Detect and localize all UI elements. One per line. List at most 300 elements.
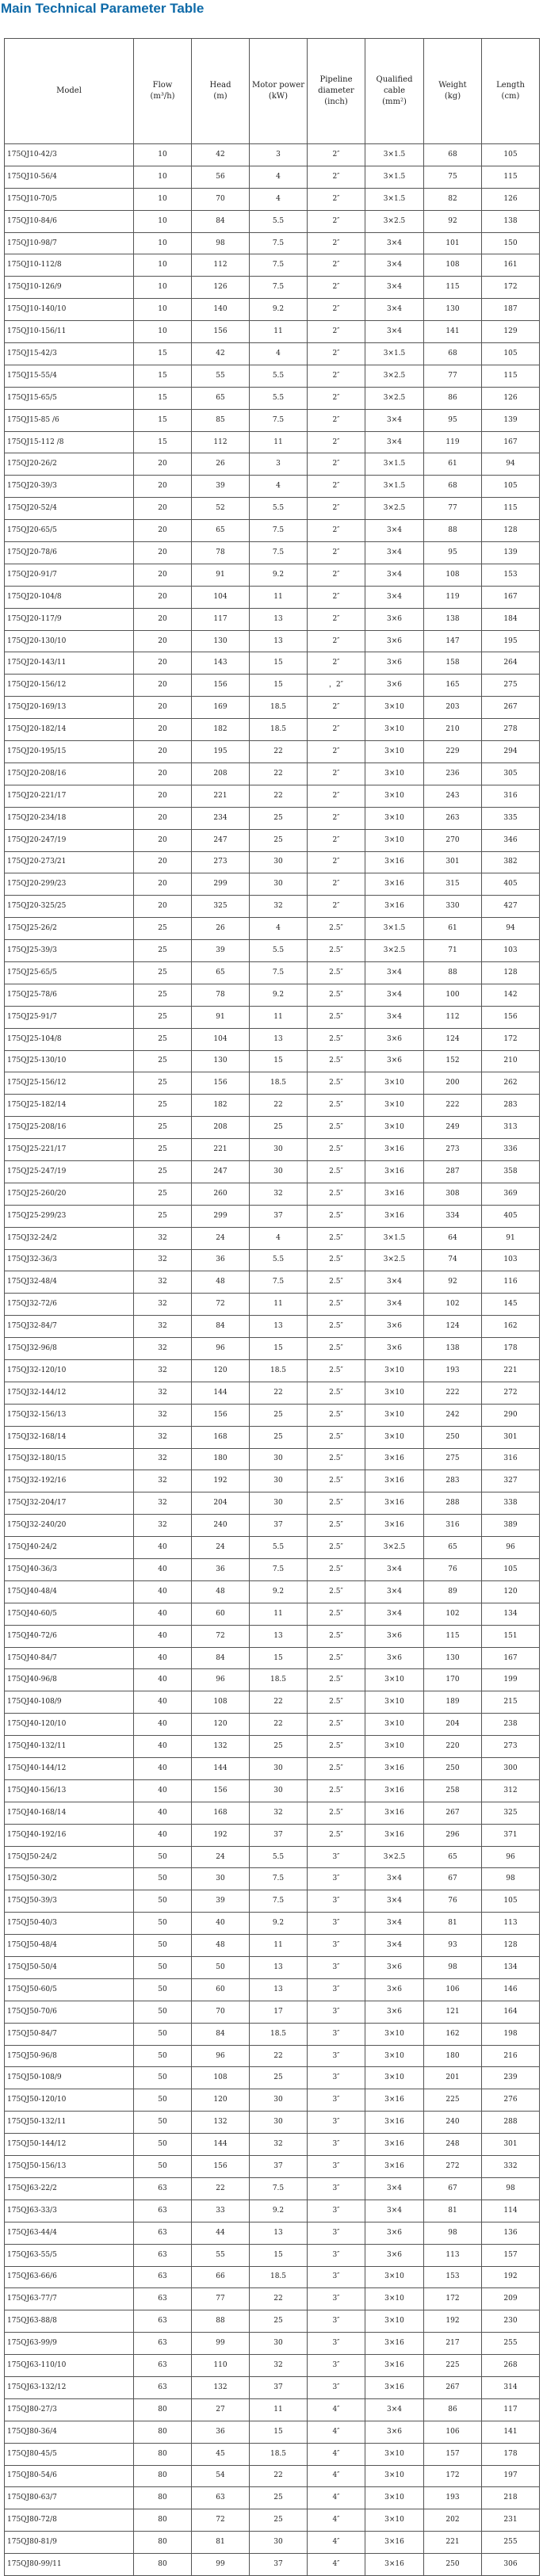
cell-model: 175QJ32-168/14: [5, 1426, 134, 1448]
cell-flow: 10: [134, 188, 192, 210]
table-row: [5, 1603, 540, 1625]
cell-length: 382: [482, 851, 540, 873]
cell-motor-power: 15: [250, 1050, 308, 1072]
cell-cable: 3×1.5: [365, 476, 424, 498]
cell-weight: 200: [424, 1072, 482, 1095]
table-row: [5, 1736, 540, 1758]
cell-pipeline-diameter: 2.5″: [308, 1205, 365, 1227]
table-row: [5, 409, 540, 431]
table-row: [5, 785, 540, 807]
cell-pipeline-diameter: 3″: [308, 1978, 365, 2001]
cell-flow: 32: [134, 1492, 192, 1515]
cell-length: 172: [482, 277, 540, 299]
cell-weight: 301: [424, 851, 482, 873]
cell-weight: 124: [424, 1028, 482, 1050]
cell-motor-power: 25: [250, 1117, 308, 1139]
cell-model: 175QJ50-156/13: [5, 2156, 134, 2178]
cell-length: 105: [482, 144, 540, 166]
header-length: [482, 39, 540, 144]
cell-model: 175QJ63-99/9: [5, 2333, 134, 2355]
cell-flow: 32: [134, 1249, 192, 1271]
cell-cable: 3×6: [365, 652, 424, 675]
cell-flow: 40: [134, 1714, 192, 1736]
cell-cable: 3×6: [365, 1028, 424, 1050]
cell-pipeline-diameter: ，2″: [308, 675, 365, 697]
cell-pipeline-diameter: 2.5″: [308, 1580, 365, 1603]
cell-pipeline-diameter: 2.5″: [308, 1625, 365, 1647]
cell-pipeline-diameter: 2″: [308, 762, 365, 785]
table-row: [5, 476, 540, 498]
cell-length: 231: [482, 2509, 540, 2532]
cell-length: 128: [482, 1935, 540, 1957]
cell-head: 72: [192, 1625, 250, 1647]
cell-pipeline-diameter: 2″: [308, 277, 365, 299]
cell-pipeline-diameter: 2″: [308, 166, 365, 188]
table-row: [5, 254, 540, 277]
cell-model: 175QJ50-96/8: [5, 2045, 134, 2067]
cell-length: 187: [482, 299, 540, 321]
cell-model: 175QJ20-234/18: [5, 807, 134, 829]
cell-head: 33: [192, 2200, 250, 2222]
cell-head: 55: [192, 365, 250, 387]
cell-flow: 63: [134, 2244, 192, 2266]
cell-weight: 249: [424, 1117, 482, 1139]
cell-motor-power: 7.5: [250, 1868, 308, 1890]
table-row: [5, 961, 540, 984]
cell-length: 134: [482, 1957, 540, 1979]
cell-weight: 108: [424, 564, 482, 586]
cell-head: 247: [192, 1160, 250, 1183]
cell-weight: 158: [424, 652, 482, 675]
table-row: [5, 2001, 540, 2023]
cell-length: 272: [482, 1382, 540, 1404]
cell-length: 161: [482, 254, 540, 277]
cell-head: 130: [192, 630, 250, 652]
cell-weight: 112: [424, 1006, 482, 1028]
cell-length: 300: [482, 1758, 540, 1780]
table-row: [5, 2421, 540, 2443]
cell-length: 178: [482, 1338, 540, 1360]
cell-flow: 50: [134, 2067, 192, 2089]
cell-length: 146: [482, 1978, 540, 2001]
cell-model: 175QJ32-144/12: [5, 1382, 134, 1404]
cell-head: 168: [192, 1426, 250, 1448]
cell-head: 260: [192, 1183, 250, 1205]
table-row: [5, 608, 540, 630]
cell-model: 175QJ10-84/6: [5, 210, 134, 232]
cell-pipeline-diameter: 2.5″: [308, 1426, 365, 1448]
cell-model: 175QJ20-39/3: [5, 476, 134, 498]
cell-cable: 3×16: [365, 1779, 424, 1802]
cell-weight: 119: [424, 431, 482, 453]
cell-flow: 63: [134, 2177, 192, 2200]
cell-flow: 20: [134, 586, 192, 608]
cell-pipeline-diameter: 3″: [308, 1957, 365, 1979]
table-row: [5, 2244, 540, 2266]
table-row: [5, 2509, 540, 2532]
cell-model: 175QJ80-81/9: [5, 2532, 134, 2554]
cell-head: 140: [192, 299, 250, 321]
cell-length: 105: [482, 1890, 540, 1913]
cell-pipeline-diameter: 2″: [308, 896, 365, 918]
cell-pipeline-diameter: 4″: [308, 2443, 365, 2465]
cell-length: 139: [482, 542, 540, 564]
cell-length: 301: [482, 1426, 540, 1448]
cell-motor-power: 5.5: [250, 210, 308, 232]
cell-flow: 32: [134, 1227, 192, 1249]
cell-flow: 25: [134, 1139, 192, 1161]
cell-motor-power: 37: [250, 2376, 308, 2398]
cell-model: 175QJ50-60/5: [5, 1978, 134, 2001]
cell-motor-power: 7.5: [250, 409, 308, 431]
table-row: [5, 762, 540, 785]
cell-model: 175QJ25-91/7: [5, 1006, 134, 1028]
cell-weight: 243: [424, 785, 482, 807]
cell-motor-power: 11: [250, 2398, 308, 2421]
cell-cable: 3×6: [365, 630, 424, 652]
cell-cable: 3×10: [365, 697, 424, 719]
cell-pipeline-diameter: 2″: [308, 254, 365, 277]
cell-model: 175QJ20-169/13: [5, 697, 134, 719]
cell-model: 175QJ25-156/12: [5, 1072, 134, 1095]
cell-pipeline-diameter: 3″: [308, 2266, 365, 2288]
cell-head: 70: [192, 188, 250, 210]
cell-length: 215: [482, 1691, 540, 1714]
cell-model: 175QJ32-48/4: [5, 1271, 134, 1294]
cell-head: 39: [192, 940, 250, 962]
cell-head: 40: [192, 1913, 250, 1935]
cell-cable: 3×10: [365, 1382, 424, 1404]
cell-flow: 15: [134, 409, 192, 431]
cell-head: 144: [192, 1382, 250, 1404]
cell-head: 84: [192, 1316, 250, 1338]
table-row: [5, 431, 540, 453]
cell-motor-power: 13: [250, 1978, 308, 2001]
cell-motor-power: 30: [250, 1160, 308, 1183]
cell-weight: 76: [424, 1890, 482, 1913]
cell-cable: 3×16: [365, 896, 424, 918]
cell-motor-power: 22: [250, 1382, 308, 1404]
cell-flow: 10: [134, 321, 192, 343]
cell-weight: 141: [424, 321, 482, 343]
cell-pipeline-diameter: 3″: [308, 1913, 365, 1935]
cell-weight: 88: [424, 520, 482, 542]
cell-model: 175QJ40-84/7: [5, 1647, 134, 1669]
cell-head: 195: [192, 741, 250, 763]
cell-cable: 3×1.5: [365, 1227, 424, 1249]
cell-flow: 20: [134, 453, 192, 476]
cell-head: 45: [192, 2443, 250, 2465]
cell-flow: 40: [134, 1824, 192, 1846]
cell-head: 48: [192, 1271, 250, 1294]
table-row: [5, 1382, 540, 1404]
cell-flow: 20: [134, 741, 192, 763]
cell-pipeline-diameter: 4″: [308, 2532, 365, 2554]
cell-motor-power: 22: [250, 1095, 308, 1117]
cell-weight: 138: [424, 608, 482, 630]
cell-length: 197: [482, 2465, 540, 2487]
cell-cable: 3×10: [365, 2487, 424, 2509]
header-unit: (m³/h): [150, 92, 175, 101]
cell-pipeline-diameter: 2″: [308, 144, 365, 166]
cell-motor-power: 15: [250, 2421, 308, 2443]
cell-head: 126: [192, 277, 250, 299]
cell-model: 175QJ20-78/6: [5, 542, 134, 564]
cell-length: 98: [482, 1868, 540, 1890]
table-row: [5, 675, 540, 697]
table-body: [5, 144, 540, 2576]
cell-weight: 222: [424, 1382, 482, 1404]
cell-cable: 3×10: [365, 2023, 424, 2045]
cell-model: 175QJ20-221/17: [5, 785, 134, 807]
cell-length: 145: [482, 1294, 540, 1316]
cell-cable: 3×1.5: [365, 166, 424, 188]
cell-flow: 40: [134, 1802, 192, 1824]
cell-motor-power: 25: [250, 2310, 308, 2333]
cell-length: 210: [482, 1050, 540, 1072]
cell-model: 175QJ20-143/11: [5, 652, 134, 675]
cell-head: 52: [192, 498, 250, 520]
cell-flow: 32: [134, 1316, 192, 1338]
table-row: [5, 1139, 540, 1161]
cell-weight: 189: [424, 1691, 482, 1714]
table-row: [5, 1249, 540, 1271]
cell-pipeline-diameter: 2.5″: [308, 1691, 365, 1714]
cell-flow: 40: [134, 1736, 192, 1758]
cell-length: 405: [482, 873, 540, 896]
cell-model: 175QJ40-144/12: [5, 1758, 134, 1780]
cell-model: 175QJ63-88/8: [5, 2310, 134, 2333]
cell-model: 175QJ80-36/4: [5, 2421, 134, 2443]
cell-motor-power: 22: [250, 1714, 308, 1736]
cell-pipeline-diameter: 4″: [308, 2509, 365, 2532]
cell-length: 105: [482, 476, 540, 498]
cell-head: 81: [192, 2532, 250, 2554]
cell-length: 427: [482, 896, 540, 918]
cell-weight: 77: [424, 365, 482, 387]
cell-motor-power: 18.5: [250, 2443, 308, 2465]
cell-motor-power: 7.5: [250, 1271, 308, 1294]
cell-length: 167: [482, 586, 540, 608]
cell-length: 128: [482, 520, 540, 542]
cell-model: 175QJ50-132/11: [5, 2112, 134, 2134]
table-row: [5, 343, 540, 365]
table-row: [5, 2089, 540, 2112]
cell-head: 132: [192, 1736, 250, 1758]
table-row: [5, 321, 540, 343]
cell-pipeline-diameter: 3″: [308, 2067, 365, 2089]
cell-pipeline-diameter: 2″: [308, 188, 365, 210]
cell-pipeline-diameter: 2″: [308, 697, 365, 719]
cell-model: 175QJ63-22/2: [5, 2177, 134, 2200]
cell-flow: 10: [134, 277, 192, 299]
cell-flow: 25: [134, 918, 192, 940]
table-row: [5, 277, 540, 299]
cell-motor-power: 13: [250, 2222, 308, 2244]
cell-motor-power: 11: [250, 431, 308, 453]
table-row: [5, 387, 540, 409]
cell-length: 325: [482, 1802, 540, 1824]
cell-flow: 63: [134, 2355, 192, 2377]
cell-model: 175QJ80-99/11: [5, 2554, 134, 2576]
cell-flow: 20: [134, 762, 192, 785]
table-row: [5, 2134, 540, 2156]
cell-model: 175QJ20-91/7: [5, 564, 134, 586]
cell-flow: 20: [134, 542, 192, 564]
cell-motor-power: 7.5: [250, 961, 308, 984]
cell-cable: 3×10: [365, 1669, 424, 1691]
cell-flow: 15: [134, 365, 192, 387]
cell-flow: 25: [134, 984, 192, 1006]
cell-pipeline-diameter: 3″: [308, 2177, 365, 2200]
cell-head: 88: [192, 2310, 250, 2333]
cell-weight: 92: [424, 1271, 482, 1294]
cell-weight: 315: [424, 873, 482, 896]
table-row: [5, 1492, 540, 1515]
cell-length: 172: [482, 1028, 540, 1050]
cell-model: 175QJ20-26/2: [5, 453, 134, 476]
table-row: [5, 1271, 540, 1294]
cell-flow: 63: [134, 2376, 192, 2398]
cell-cable: 3×4: [365, 321, 424, 343]
cell-motor-power: 13: [250, 608, 308, 630]
cell-flow: 20: [134, 630, 192, 652]
table-row: [5, 2465, 540, 2487]
cell-cable: 3×6: [365, 675, 424, 697]
cell-head: 84: [192, 210, 250, 232]
table-row: [5, 741, 540, 763]
cell-model: 175QJ20-208/16: [5, 762, 134, 785]
cell-cable: 3×16: [365, 1515, 424, 1537]
cell-length: 126: [482, 387, 540, 409]
cell-length: 305: [482, 762, 540, 785]
cell-head: 117: [192, 608, 250, 630]
cell-weight: 193: [424, 2487, 482, 2509]
cell-pipeline-diameter: 3″: [308, 2156, 365, 2178]
cell-model: 175QJ63-66/6: [5, 2266, 134, 2288]
cell-model: 175QJ40-24/2: [5, 1537, 134, 1559]
cell-cable: 3×16: [365, 1470, 424, 1492]
cell-flow: 25: [134, 1028, 192, 1050]
cell-flow: 63: [134, 2222, 192, 2244]
cell-length: 283: [482, 1095, 540, 1117]
cell-motor-power: 37: [250, 1824, 308, 1846]
header-label: Weight: [438, 81, 467, 90]
cell-model: 175QJ20-182/14: [5, 719, 134, 741]
cell-weight: 64: [424, 1227, 482, 1249]
cell-motor-power: 4: [250, 476, 308, 498]
cell-motor-power: 4: [250, 918, 308, 940]
cell-flow: 25: [134, 1050, 192, 1072]
header-pipeline-diameter: [308, 39, 365, 144]
cell-motor-power: 22: [250, 2288, 308, 2310]
cell-flow: 15: [134, 431, 192, 453]
cell-flow: 25: [134, 1006, 192, 1028]
cell-weight: 236: [424, 762, 482, 785]
cell-weight: 250: [424, 1426, 482, 1448]
cell-model: 175QJ20-52/4: [5, 498, 134, 520]
cell-pipeline-diameter: 3″: [308, 2288, 365, 2310]
cell-weight: 89: [424, 1580, 482, 1603]
cell-flow: 32: [134, 1448, 192, 1470]
cell-cable: 3×16: [365, 1824, 424, 1846]
table-row: [5, 1338, 540, 1360]
cell-flow: 32: [134, 1426, 192, 1448]
cell-motor-power: 7.5: [250, 2177, 308, 2200]
cell-head: 24: [192, 1846, 250, 1868]
cell-cable: 3×10: [365, 1736, 424, 1758]
cell-length: 238: [482, 1714, 540, 1736]
cell-head: 247: [192, 829, 250, 851]
cell-cable: 3×16: [365, 1448, 424, 1470]
cell-pipeline-diameter: 2.5″: [308, 1249, 365, 1271]
cell-length: 316: [482, 1448, 540, 1470]
table-row: [5, 2200, 540, 2222]
cell-weight: 71: [424, 940, 482, 962]
cell-model: 175QJ40-168/14: [5, 1802, 134, 1824]
cell-length: 209: [482, 2288, 540, 2310]
table-row: [5, 1779, 540, 1802]
cell-flow: 32: [134, 1359, 192, 1382]
cell-model: 175QJ50-144/12: [5, 2134, 134, 2156]
cell-head: 96: [192, 1669, 250, 1691]
cell-flow: 25: [134, 1205, 192, 1227]
cell-length: 230: [482, 2310, 540, 2333]
cell-weight: 201: [424, 2067, 482, 2089]
cell-model: 175QJ25-26/2: [5, 918, 134, 940]
table-row: [5, 2156, 540, 2178]
table-row: [5, 1050, 540, 1072]
cell-model: 175QJ32-156/13: [5, 1404, 134, 1426]
cell-weight: 98: [424, 2222, 482, 2244]
cell-flow: 40: [134, 1537, 192, 1559]
cell-cable: 3×16: [365, 2112, 424, 2134]
cell-model: 175QJ40-48/4: [5, 1580, 134, 1603]
cell-head: 36: [192, 2421, 250, 2443]
cell-length: 105: [482, 1559, 540, 1581]
cell-motor-power: 4: [250, 188, 308, 210]
cell-weight: 92: [424, 210, 482, 232]
cell-cable: 3×10: [365, 2443, 424, 2465]
cell-length: 184: [482, 608, 540, 630]
cell-head: 78: [192, 542, 250, 564]
cell-flow: 20: [134, 675, 192, 697]
cell-pipeline-diameter: 2.5″: [308, 1338, 365, 1360]
table-row: [5, 2288, 540, 2310]
cell-pipeline-diameter: 2.5″: [308, 1271, 365, 1294]
parameter-table: [4, 38, 540, 2576]
cell-weight: 273: [424, 1139, 482, 1161]
cell-length: 105: [482, 343, 540, 365]
cell-head: 156: [192, 1404, 250, 1426]
cell-weight: 106: [424, 1978, 482, 2001]
cell-cable: 3×4: [365, 277, 424, 299]
cell-head: 108: [192, 1691, 250, 1714]
cell-weight: 86: [424, 2398, 482, 2421]
cell-head: 108: [192, 2067, 250, 2089]
cell-cable: 3×4: [365, 1580, 424, 1603]
cell-model: 175QJ25-78/6: [5, 984, 134, 1006]
cell-pipeline-diameter: 2″: [308, 829, 365, 851]
cell-motor-power: 18.5: [250, 2266, 308, 2288]
cell-cable: 3×10: [365, 829, 424, 851]
cell-model: 175QJ15-42/3: [5, 343, 134, 365]
cell-model: 175QJ25-65/5: [5, 961, 134, 984]
cell-cable: 3×16: [365, 1802, 424, 1824]
table-row: [5, 719, 540, 741]
cell-weight: 130: [424, 299, 482, 321]
cell-pipeline-diameter: 2.5″: [308, 1669, 365, 1691]
